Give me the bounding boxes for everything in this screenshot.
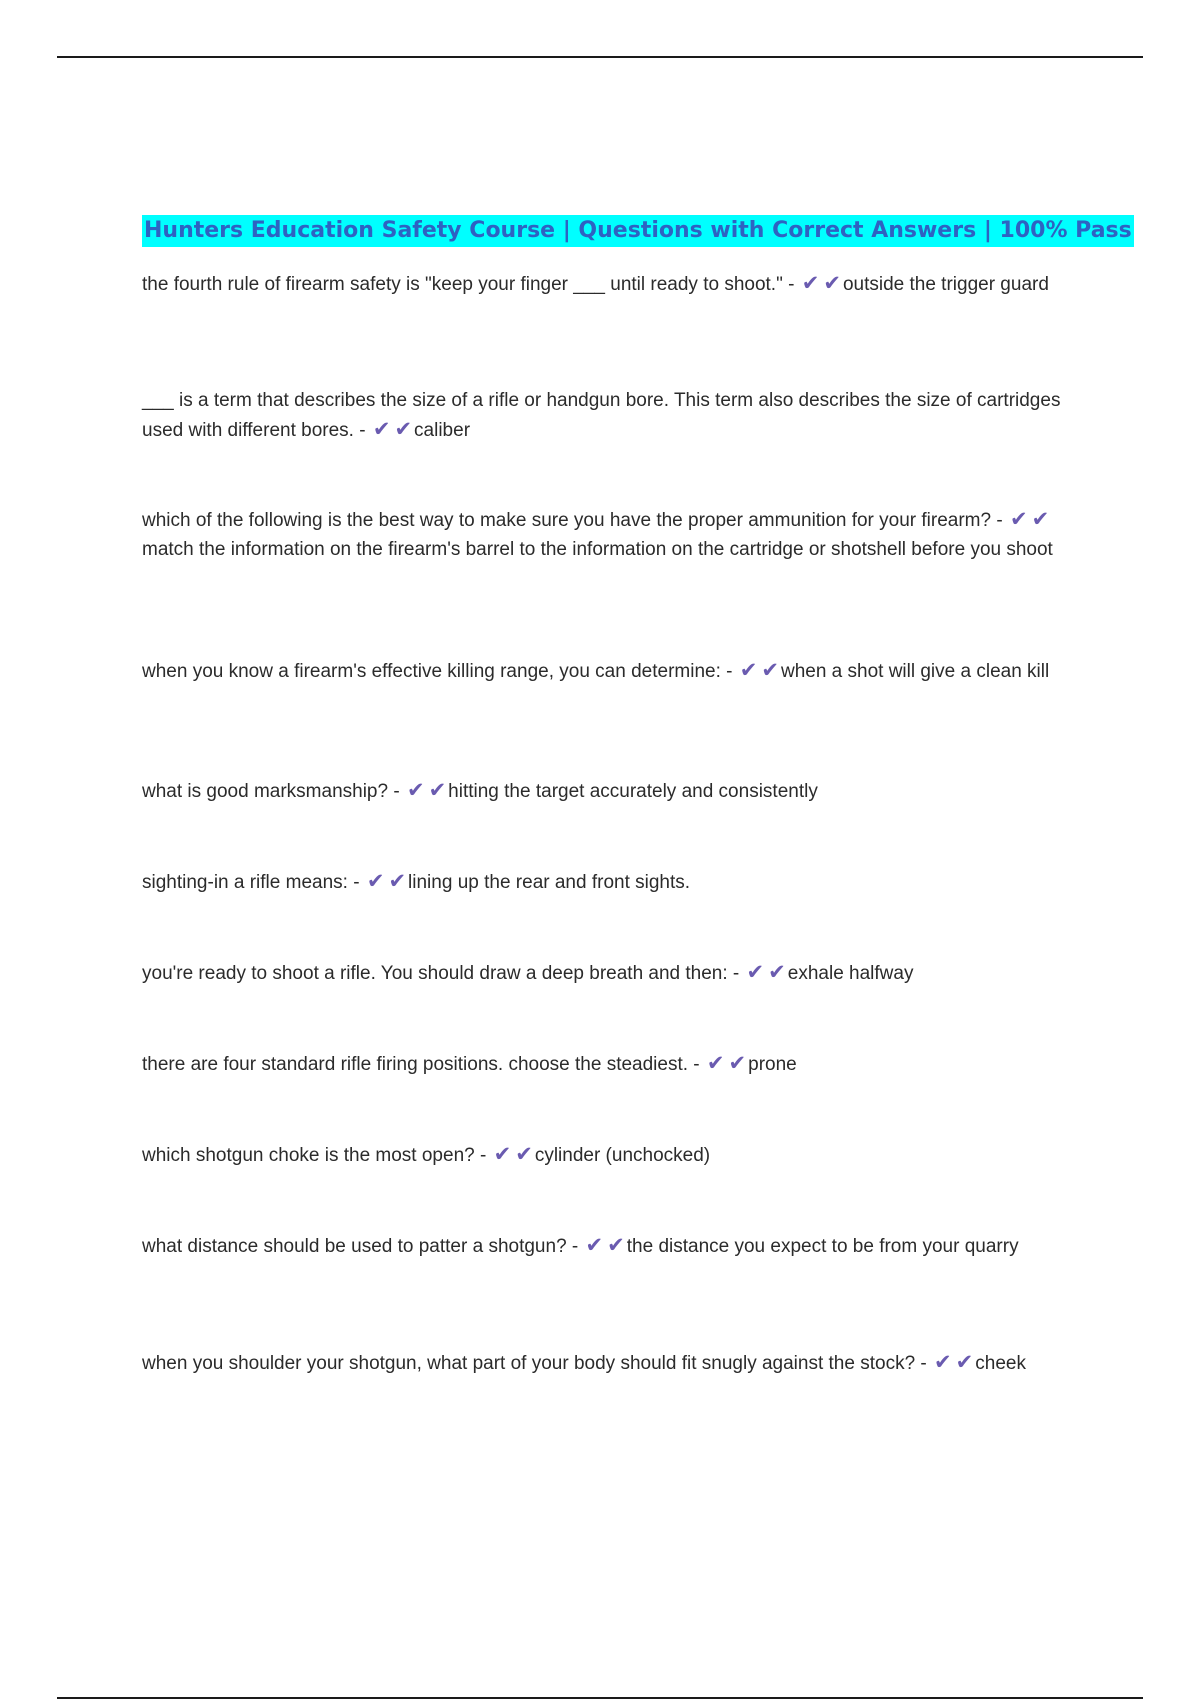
question-text: when you shoulder your shotgun, what part of your body should fit snugly against the stock? - (142, 1353, 927, 1374)
question-text: ___ is a term that describes the size of a rifle or handgun bore. This term also describes the size of cartridges used with different bores. - (142, 390, 1061, 441)
check-icon: ✔ (955, 1351, 974, 1374)
answer-text: cheek (975, 1353, 1026, 1374)
question-text: there are four standard rifle firing positions. choose the steadiest. - (142, 1054, 700, 1075)
answer-text: lining up the rear and front sights. (408, 872, 691, 893)
check-icon: ✔ (1009, 508, 1028, 531)
question-text: you're ready to shoot a rifle. You should draw a deep breath and then: - (142, 963, 740, 984)
answer-text: exhale halfway (787, 963, 914, 984)
title-block (142, 215, 1134, 247)
qa-item (142, 958, 1067, 988)
answer-text: caliber (414, 420, 471, 441)
check-icon: ✔ (739, 659, 758, 682)
check-icon: ✔ (728, 1052, 747, 1075)
qa-item (142, 1140, 1067, 1170)
answer-text: match the information on the firearm's barrel to the information on the cartridge or shotshell before you shoot (142, 539, 1053, 560)
qa-item (142, 1231, 1067, 1261)
document-title: Hunters Education Safety Course | Questions with Correct Answers | 100% Pass (142, 215, 1134, 247)
qa-item (142, 1049, 1067, 1079)
check-icon: ✔ (761, 659, 779, 682)
check-icon: ✔ (366, 870, 385, 893)
question-text: which shotgun choke is the most open? - (142, 1145, 487, 1166)
answer-text: cylinder (unchocked) (534, 1145, 711, 1166)
check-icon: ✔ (706, 1052, 725, 1075)
question-text: when you know a firearm's effective killing range, you can determine: - (142, 661, 733, 682)
qa-item (142, 505, 1067, 564)
check-icon: ✔ (372, 418, 391, 441)
check-icon: ✔ (493, 1143, 512, 1166)
answer-text: when a shot will give a clean kill (780, 661, 1050, 682)
qa-item (142, 867, 1067, 897)
check-icon: ✔ (515, 1143, 533, 1166)
check-icon: ✔ (823, 272, 841, 295)
question-text: what distance should be used to patter a shotgun? - (142, 1236, 579, 1257)
answer-text: prone (748, 1054, 797, 1075)
qa-item (142, 269, 1067, 299)
question-text: the fourth rule of firearm safety is "keep your finger ___ until ready to shoot." - (142, 274, 795, 295)
check-icon: ✔ (428, 779, 447, 802)
question-text: sighting-in a rifle means: - (142, 872, 360, 893)
qa-item (142, 386, 1067, 445)
check-icon: ✔ (746, 961, 765, 984)
answer-text: the distance you expect to be from your quarry (626, 1236, 1019, 1257)
check-icon: ✔ (388, 870, 407, 893)
question-text: what is good marksmanship? - (142, 781, 400, 802)
header-rule (57, 56, 1143, 58)
check-icon: ✔ (394, 418, 413, 441)
check-icon: ✔ (934, 1351, 952, 1374)
check-icon: ✔ (585, 1234, 604, 1257)
question-text: which of the following is the best way to make sure you have the proper ammunition for your firearm? - (142, 510, 1003, 531)
footer-rule (57, 1697, 1143, 1699)
check-icon: ✔ (607, 1234, 625, 1257)
check-icon: ✔ (768, 961, 786, 984)
qa-item (142, 1348, 1067, 1378)
qa-item (142, 656, 1067, 686)
qa-item (142, 776, 1067, 806)
check-icon: ✔ (801, 272, 820, 295)
answer-text: outside the trigger guard (842, 274, 1049, 295)
check-icon: ✔ (406, 779, 425, 802)
answer-text: hitting the target accurately and consistently (448, 781, 818, 802)
check-icon: ✔ (1031, 508, 1050, 531)
